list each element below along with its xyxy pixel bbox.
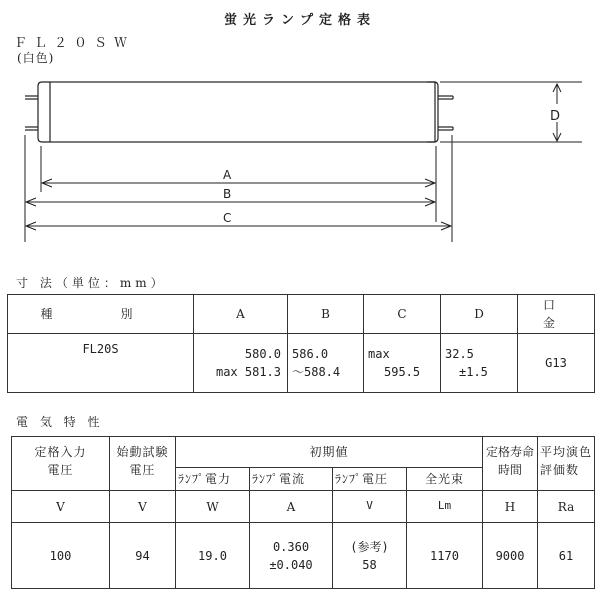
unit-total-flux: Lm xyxy=(407,491,483,523)
label-a: A xyxy=(223,168,232,182)
header-base: 口 金 xyxy=(518,295,595,334)
cell-c: max 595.5 xyxy=(364,334,441,393)
header-initial-values: 初期値 xyxy=(176,437,483,468)
value-total-flux: 1170 xyxy=(407,523,483,589)
value-input-voltage: 100 xyxy=(12,523,110,589)
value-rated-life: 9000 xyxy=(483,523,538,589)
unit-lamp-power: W xyxy=(176,491,250,523)
model-name: ＦＬ２０ＳＷ xyxy=(14,36,135,51)
page-title: 蛍光ランプ定格表 xyxy=(223,13,376,28)
unit-lamp-voltage: V xyxy=(333,491,407,523)
value-cri: 61 xyxy=(538,523,595,589)
header-rated-life: 定格寿命 時間 xyxy=(483,437,538,491)
header-type: 種 別 xyxy=(8,295,194,334)
units-row xyxy=(12,491,595,523)
cell-type: FL20S xyxy=(8,334,194,393)
label-b: B xyxy=(223,187,232,201)
dimension-a-icon xyxy=(42,179,435,187)
header-b: B xyxy=(288,295,364,334)
table-row xyxy=(12,523,595,589)
header-a: A xyxy=(194,295,288,334)
dimension-d-icon xyxy=(440,82,582,142)
cell-a: 580.0 max 581.3 xyxy=(194,334,288,393)
dimensions-section-label: 寸 法（単位：mm） xyxy=(16,276,167,290)
label-d: D xyxy=(550,109,561,124)
electrical-section-label: 電 気 特 性 xyxy=(16,415,104,429)
value-lamp-current: 0.360 ±0.040 xyxy=(250,523,333,589)
label-c: C xyxy=(223,211,232,225)
cell-base: G13 xyxy=(518,334,595,393)
unit-lamp-current: A xyxy=(250,491,333,523)
header-lamp-current: ﾗﾝﾌﾟ電流 xyxy=(250,468,333,491)
unit-input-voltage: V xyxy=(12,491,110,523)
value-lamp-voltage: (参考) 58 xyxy=(333,523,407,589)
dimensions-table xyxy=(7,294,595,393)
lamp-tube-icon xyxy=(25,82,453,142)
color-note: (白色) xyxy=(17,51,55,65)
header-cri: 平均演色 評価数 xyxy=(538,437,595,491)
unit-start-voltage: V xyxy=(110,491,176,523)
header-total-flux: 全光束 xyxy=(407,468,483,491)
table-row xyxy=(8,334,595,393)
header-c: C xyxy=(364,295,441,334)
value-lamp-power: 19.0 xyxy=(176,523,250,589)
unit-cri: Ra xyxy=(538,491,595,523)
value-start-voltage: 94 xyxy=(110,523,176,589)
table-header-row xyxy=(8,295,595,334)
cell-d: 32.5 ±1.5 xyxy=(441,334,518,393)
header-lamp-voltage: ﾗﾝﾌﾟ電圧 xyxy=(333,468,407,491)
electrical-table xyxy=(11,436,595,589)
header-lamp-power: ﾗﾝﾌﾟ電力 xyxy=(176,468,250,491)
header-start-voltage: 始動試験 電圧 xyxy=(110,437,176,491)
unit-rated-life: H xyxy=(483,491,538,523)
header-d: D xyxy=(441,295,518,334)
header-input-voltage: 定格入力 電圧 xyxy=(12,437,110,491)
lamp-dimension-drawing xyxy=(0,70,600,250)
cell-b: 586.0 ～588.4 xyxy=(288,334,364,393)
dimension-c-icon xyxy=(26,222,451,230)
